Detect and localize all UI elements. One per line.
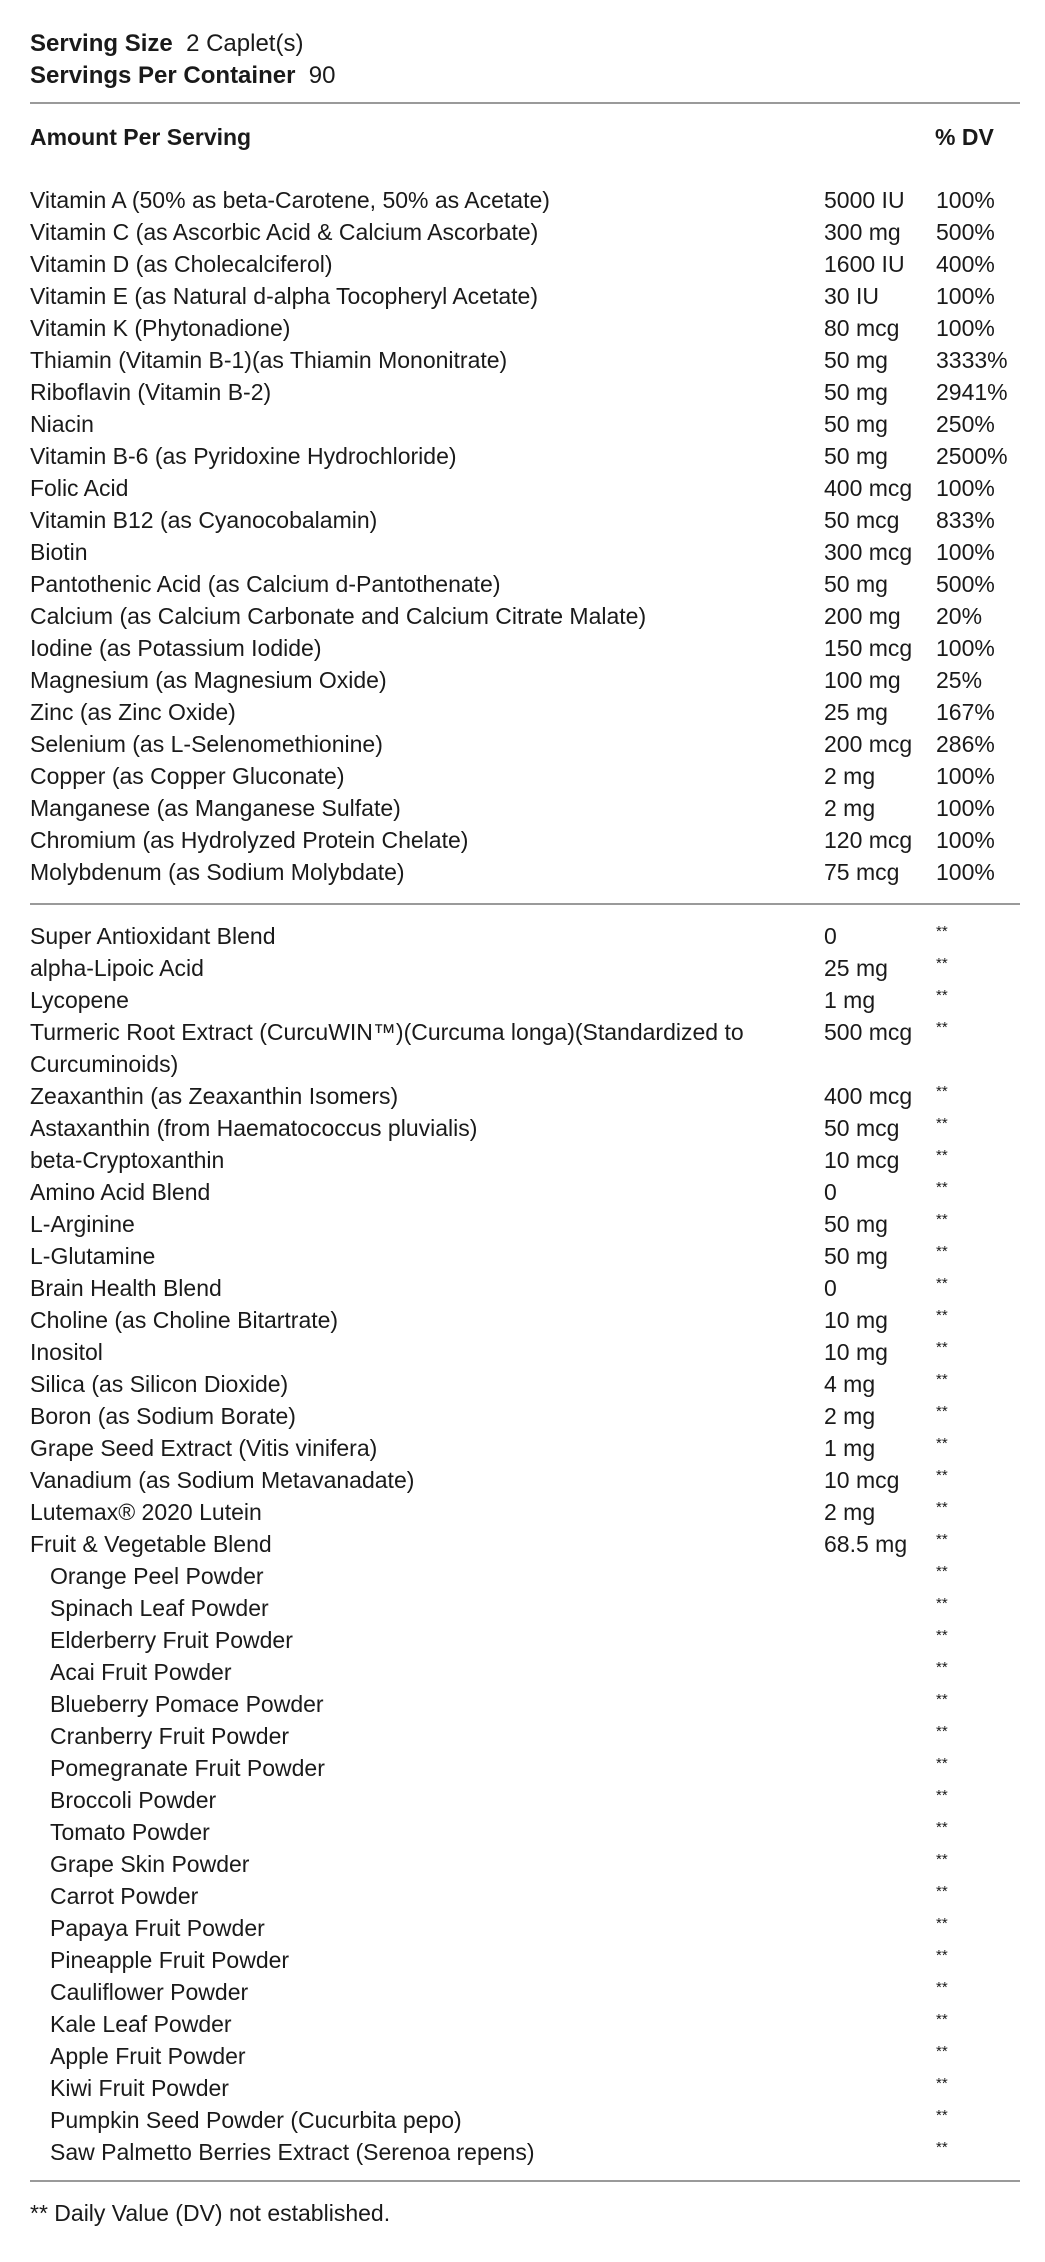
serving-size-line [30,28,335,60]
blend-sub-ingredient-row [30,1976,1020,2008]
ingredient-row [30,1496,1020,1528]
ingredient-dv: ** [936,1915,948,1932]
ingredient-row [30,184,1020,216]
ingredient-dv: ** [936,1979,948,1996]
ingredient-dv: 100% [936,859,995,885]
ingredient-amount: 10 mg [824,1307,888,1333]
servings-per-container-label: Servings Per Container [30,62,296,89]
blend-sub-ingredient-row [30,1752,1020,1784]
ingredient-dv: ** [936,1851,948,1868]
ingredient-name: Vitamin D (as Cholecalciferol) [30,251,333,277]
blend-sub-ingredient-row [30,2072,1020,2104]
ingredient-amount: 50 mg [824,571,888,597]
ingredient-dv: ** [936,1435,948,1452]
ingredient-row [30,280,1020,312]
blend-sub-ingredient-row [30,1784,1020,1816]
ingredient-amount: 400 mcg [824,1083,913,1109]
ingredient-name: Grape Seed Extract (Vitis vinifera) [30,1435,378,1461]
ingredient-name: Super Antioxidant Blend [30,923,276,949]
ingredient-name: Selenium (as L-Selenomethionine) [30,731,383,757]
ingredient-dv: ** [936,1627,948,1644]
ingredient-name: Pineapple Fruit Powder [50,1947,290,1973]
ingredient-dv: ** [936,1179,948,1196]
ingredient-amount: 30 IU [824,283,879,309]
ingredient-dv: 500% [936,571,995,597]
ingredient-amount: 50 mg [824,347,888,373]
ingredient-name: Niacin [30,411,94,437]
ingredient-name: Kiwi Fruit Powder [50,2075,229,2101]
ingredient-name: Apple Fruit Powder [50,2043,246,2069]
ingredient-row [30,472,1020,504]
footnote: ** Daily Value (DV) not established. [30,2200,391,2226]
ingredient-name: Iodine (as Potassium Iodide) [30,635,322,661]
ingredient-row [30,1176,1020,1208]
ingredient-row [30,1272,1020,1304]
ingredient-row [30,536,1020,568]
ingredient-dv: ** [936,1243,948,1260]
ingredient-dv: ** [936,2011,948,2028]
ingredient-name: Magnesium (as Magnesium Oxide) [30,667,387,693]
ingredient-dv: 500% [936,219,995,245]
vitamins-list [30,184,1020,888]
ingredient-dv: ** [936,1723,948,1740]
ingredient-name: Molybdenum (as Sodium Molybdate) [30,859,405,885]
ingredient-amount: 10 mg [824,1339,888,1365]
ingredient-amount: 4 mg [824,1371,876,1397]
ingredient-dv: ** [936,1787,948,1804]
ingredient-dv: ** [936,1147,948,1164]
ingredient-dv: ** [936,2075,948,2092]
table-header [30,124,1020,160]
ingredient-row [30,1240,1020,1272]
ingredient-name: Lycopene [30,987,129,1013]
ingredient-dv: 100% [936,315,995,341]
ingredient-amount: 10 mcg [824,1147,900,1173]
ingredient-name: Vitamin A (50% as beta-Carotene, 50% as Acetate) [30,187,550,213]
ingredient-row [30,1016,1020,1080]
ingredient-row [30,728,1020,760]
ingredient-dv: ** [936,987,948,1004]
ingredient-amount: 1 mg [824,987,876,1013]
ingredient-dv: ** [936,1883,948,1900]
ingredient-dv: ** [936,1563,948,1580]
blend-sub-ingredient-row [30,2104,1020,2136]
ingredient-name: Vitamin E (as Natural d-alpha Tocopheryl Acetate) [30,283,538,309]
ingredient-name: Biotin [30,539,88,565]
ingredient-dv: ** [936,2107,948,2124]
ingredient-dv: 286% [936,731,995,757]
serving-info [30,28,335,92]
ingredient-name: Folic Acid [30,475,129,501]
ingredient-amount: 0 [824,1179,837,1205]
ingredient-dv: ** [936,2043,948,2060]
ingredient-dv: 250% [936,411,995,437]
ingredient-row [30,664,1020,696]
ingredient-amount: 2 mg [824,1403,876,1429]
ingredient-dv: ** [936,1691,948,1708]
ingredient-dv: 100% [936,795,995,821]
ingredient-dv: ** [936,923,948,940]
ingredient-name: alpha-Lipoic Acid [30,955,204,981]
ingredient-name: Vitamin C (as Ascorbic Acid & Calcium Ascorbate) [30,219,539,245]
ingredient-name: Thiamin (Vitamin B-1)(as Thiamin Mononitrate) [30,347,508,373]
ingredient-row [30,568,1020,600]
ingredient-dv: ** [936,1531,948,1548]
blend-sub-ingredient-row [30,1720,1020,1752]
ingredient-dv: ** [936,1307,948,1324]
ingredient-row [30,312,1020,344]
ingredient-row [30,1336,1020,1368]
ingredient-row [30,824,1020,856]
ingredient-row [30,696,1020,728]
ingredient-row [30,1432,1020,1464]
ingredient-row [30,984,1020,1016]
ingredient-name: Acai Fruit Powder [50,1659,232,1685]
ingredient-amount: 150 mcg [824,635,913,661]
ingredient-dv: 100% [936,539,995,565]
ingredient-amount: 50 mg [824,1243,888,1269]
ingredient-name: Grape Skin Powder [50,1851,250,1877]
ingredient-name: Silica (as Silicon Dioxide) [30,1371,289,1397]
ingredient-amount: 25 mg [824,955,888,981]
ingredient-amount: 300 mcg [824,539,913,565]
ingredient-name: Manganese (as Manganese Sulfate) [30,795,401,821]
ingredient-dv: 100% [936,827,995,853]
serving-size-label: Serving Size [30,30,173,57]
ingredient-name: L-Glutamine [30,1243,156,1269]
ingredient-amount: 0 [824,1275,837,1301]
ingredient-dv: ** [936,1339,948,1356]
dv-header: % DV [935,124,994,150]
ingredient-dv: 25% [936,667,983,693]
ingredient-dv: ** [936,2139,948,2156]
ingredient-name: Pomegranate Fruit Powder [50,1755,325,1781]
ingredient-name: Orange Peel Powder [50,1563,264,1589]
ingredient-amount: 68.5 mg [824,1531,908,1557]
blend-sub-ingredient-row [30,1816,1020,1848]
ingredient-amount: 120 mcg [824,827,913,853]
ingredient-row [30,632,1020,664]
ingredient-name: Kale Leaf Powder [50,2011,232,2037]
ingredient-row [30,952,1020,984]
ingredient-dv: ** [936,1467,948,1484]
ingredient-name: Broccoli Powder [50,1787,217,1813]
ingredient-name: Spinach Leaf Powder [50,1595,269,1621]
servings-per-container-value: 90 [308,62,336,89]
ingredient-amount: 300 mg [824,219,901,245]
servings-per-container-line [30,60,335,92]
ingredient-row [30,856,1020,888]
ingredient-dv: 20% [936,603,983,629]
ingredient-amount: 2 mg [824,795,876,821]
ingredient-name: Saw Palmetto Berries Extract (Serenoa repens) [50,2139,535,2165]
ingredient-row [30,504,1020,536]
ingredient-dv: 2941% [936,379,1008,405]
ingredient-amount: 75 mcg [824,859,900,885]
ingredient-row [30,440,1020,472]
ingredient-name: Chromium (as Hydrolyzed Protein Chelate) [30,827,469,853]
ingredient-amount: 500 mcg [824,1019,913,1045]
ingredient-row [30,600,1020,632]
ingredient-name: Zinc (as Zinc Oxide) [30,699,236,725]
ingredient-dv: ** [936,1755,948,1772]
blend-sub-ingredient-row [30,2136,1020,2168]
blend-sub-ingredient-row [30,1624,1020,1656]
ingredient-name: L-Arginine [30,1211,135,1237]
ingredient-dv: ** [936,1275,948,1292]
ingredient-dv: ** [936,1371,948,1388]
ingredient-amount: 50 mg [824,411,888,437]
ingredient-amount: 50 mg [824,379,888,405]
ingredient-row [30,376,1020,408]
ingredient-row [30,1304,1020,1336]
ingredient-name: Choline (as Choline Bitartrate) [30,1307,339,1333]
ingredient-name: Brain Health Blend [30,1275,222,1301]
ingredient-amount: 400 mcg [824,475,913,501]
ingredient-name: Pumpkin Seed Powder (Cucurbita pepo) [50,2107,462,2133]
ingredient-amount: 50 mg [824,1211,888,1237]
ingredient-amount: 50 mcg [824,507,900,533]
ingredient-name: Cranberry Fruit Powder [50,1723,290,1749]
ingredient-amount: 2 mg [824,1499,876,1525]
ingredient-dv: ** [936,1819,948,1836]
ingredient-dv: ** [936,955,948,972]
amount-per-serving-header: Amount Per Serving [30,124,252,150]
ingredient-name: Turmeric Root Extract (CurcuWIN™)(Curcuma longa)(Standardized to Curcuminoids) [30,1019,744,1077]
ingredient-dv: 3333% [936,347,1008,373]
ingredient-row [30,408,1020,440]
ingredient-row [30,1528,1020,1560]
ingredient-dv: ** [936,1083,948,1100]
ingredient-dv: 100% [936,187,995,213]
ingredient-name: Fruit & Vegetable Blend [30,1531,272,1557]
blend-sub-ingredient-row [30,1560,1020,1592]
ingredient-amount: 1600 IU [824,251,905,277]
ingredient-name: Astaxanthin (from Haematococcus pluvialis) [30,1115,478,1141]
ingredient-name: Carrot Powder [50,1883,199,1909]
ingredient-amount: 25 mg [824,699,888,725]
ingredient-name: Copper (as Copper Gluconate) [30,763,345,789]
ingredient-row [30,1208,1020,1240]
ingredient-amount: 5000 IU [824,187,905,213]
blend-sub-ingredient-row [30,1688,1020,1720]
blend-sub-ingredient-row [30,2008,1020,2040]
ingredient-amount: 2 mg [824,763,876,789]
ingredient-name: Boron (as Sodium Borate) [30,1403,296,1429]
ingredient-dv: ** [936,1403,948,1420]
ingredient-row [30,1368,1020,1400]
blend-sub-ingredient-row [30,1592,1020,1624]
ingredient-row [30,760,1020,792]
ingredient-name: Elderberry Fruit Powder [50,1627,293,1653]
ingredient-dv: ** [936,1499,948,1516]
ingredient-name: Vitamin K (Phytonadione) [30,315,291,341]
ingredient-amount: 200 mg [824,603,901,629]
ingredient-name: Amino Acid Blend [30,1179,211,1205]
ingredient-dv: 2500% [936,443,1008,469]
ingredient-dv: ** [936,1595,948,1612]
blend-sub-ingredient-row [30,2040,1020,2072]
ingredient-row [30,1464,1020,1496]
ingredient-name: Cauliflower Powder [50,1979,249,2005]
ingredient-name: Riboflavin (Vitamin B-2) [30,379,272,405]
other-ingredients-list [30,920,1020,2168]
ingredient-dv: ** [936,1659,948,1676]
ingredient-row [30,1112,1020,1144]
ingredient-dv: ** [936,1019,948,1036]
ingredient-name: Calcium (as Calcium Carbonate and Calcium Citrate Malate) [30,603,647,629]
ingredient-amount: 1 mg [824,1435,876,1461]
blend-sub-ingredient-row [30,1944,1020,1976]
ingredient-name: Pantothenic Acid (as Calcium d-Pantothenate) [30,571,501,597]
ingredient-amount: 200 mcg [824,731,913,757]
ingredient-name: beta-Cryptoxanthin [30,1147,225,1173]
ingredient-amount: 50 mcg [824,1115,900,1141]
ingredient-row [30,920,1020,952]
ingredient-dv: 100% [936,635,995,661]
ingredient-dv: ** [936,1115,948,1132]
ingredient-dv: 400% [936,251,995,277]
ingredient-amount: 50 mg [824,443,888,469]
ingredient-name: Inositol [30,1339,103,1365]
ingredient-dv: 167% [936,699,995,725]
ingredient-row [30,1080,1020,1112]
ingredient-name: Blueberry Pomace Powder [50,1691,324,1717]
ingredient-row [30,216,1020,248]
ingredient-dv: 100% [936,475,995,501]
divider-top [30,102,1020,104]
ingredient-dv: 833% [936,507,995,533]
divider-middle [30,903,1020,905]
ingredient-row [30,1400,1020,1432]
divider-bottom [30,2180,1020,2182]
ingredient-amount: 10 mcg [824,1467,900,1493]
ingredient-name: Tomato Powder [50,1819,210,1845]
ingredient-name: Vanadium (as Sodium Metavanadate) [30,1467,415,1493]
ingredient-dv: ** [936,1211,948,1228]
ingredient-row [30,1144,1020,1176]
ingredient-name: Lutemax® 2020 Lutein [30,1499,262,1525]
ingredient-amount: 100 mg [824,667,901,693]
ingredient-row [30,792,1020,824]
ingredient-amount: 0 [824,923,837,949]
blend-sub-ingredient-row [30,1912,1020,1944]
ingredient-row [30,248,1020,280]
ingredient-amount: 80 mcg [824,315,900,341]
ingredient-dv: ** [936,1947,948,1964]
blend-sub-ingredient-row [30,1656,1020,1688]
ingredient-dv: 100% [936,283,995,309]
ingredient-name: Zeaxanthin (as Zeaxanthin Isomers) [30,1083,399,1109]
ingredient-dv: 100% [936,763,995,789]
blend-sub-ingredient-row [30,1880,1020,1912]
blend-sub-ingredient-row [30,1848,1020,1880]
ingredient-name: Vitamin B12 (as Cyanocobalamin) [30,507,378,533]
ingredient-name: Vitamin B-6 (as Pyridoxine Hydrochloride) [30,443,457,469]
serving-size-value: 2 Caplet(s) [186,30,304,57]
ingredient-name: Papaya Fruit Powder [50,1915,265,1941]
ingredient-row [30,344,1020,376]
